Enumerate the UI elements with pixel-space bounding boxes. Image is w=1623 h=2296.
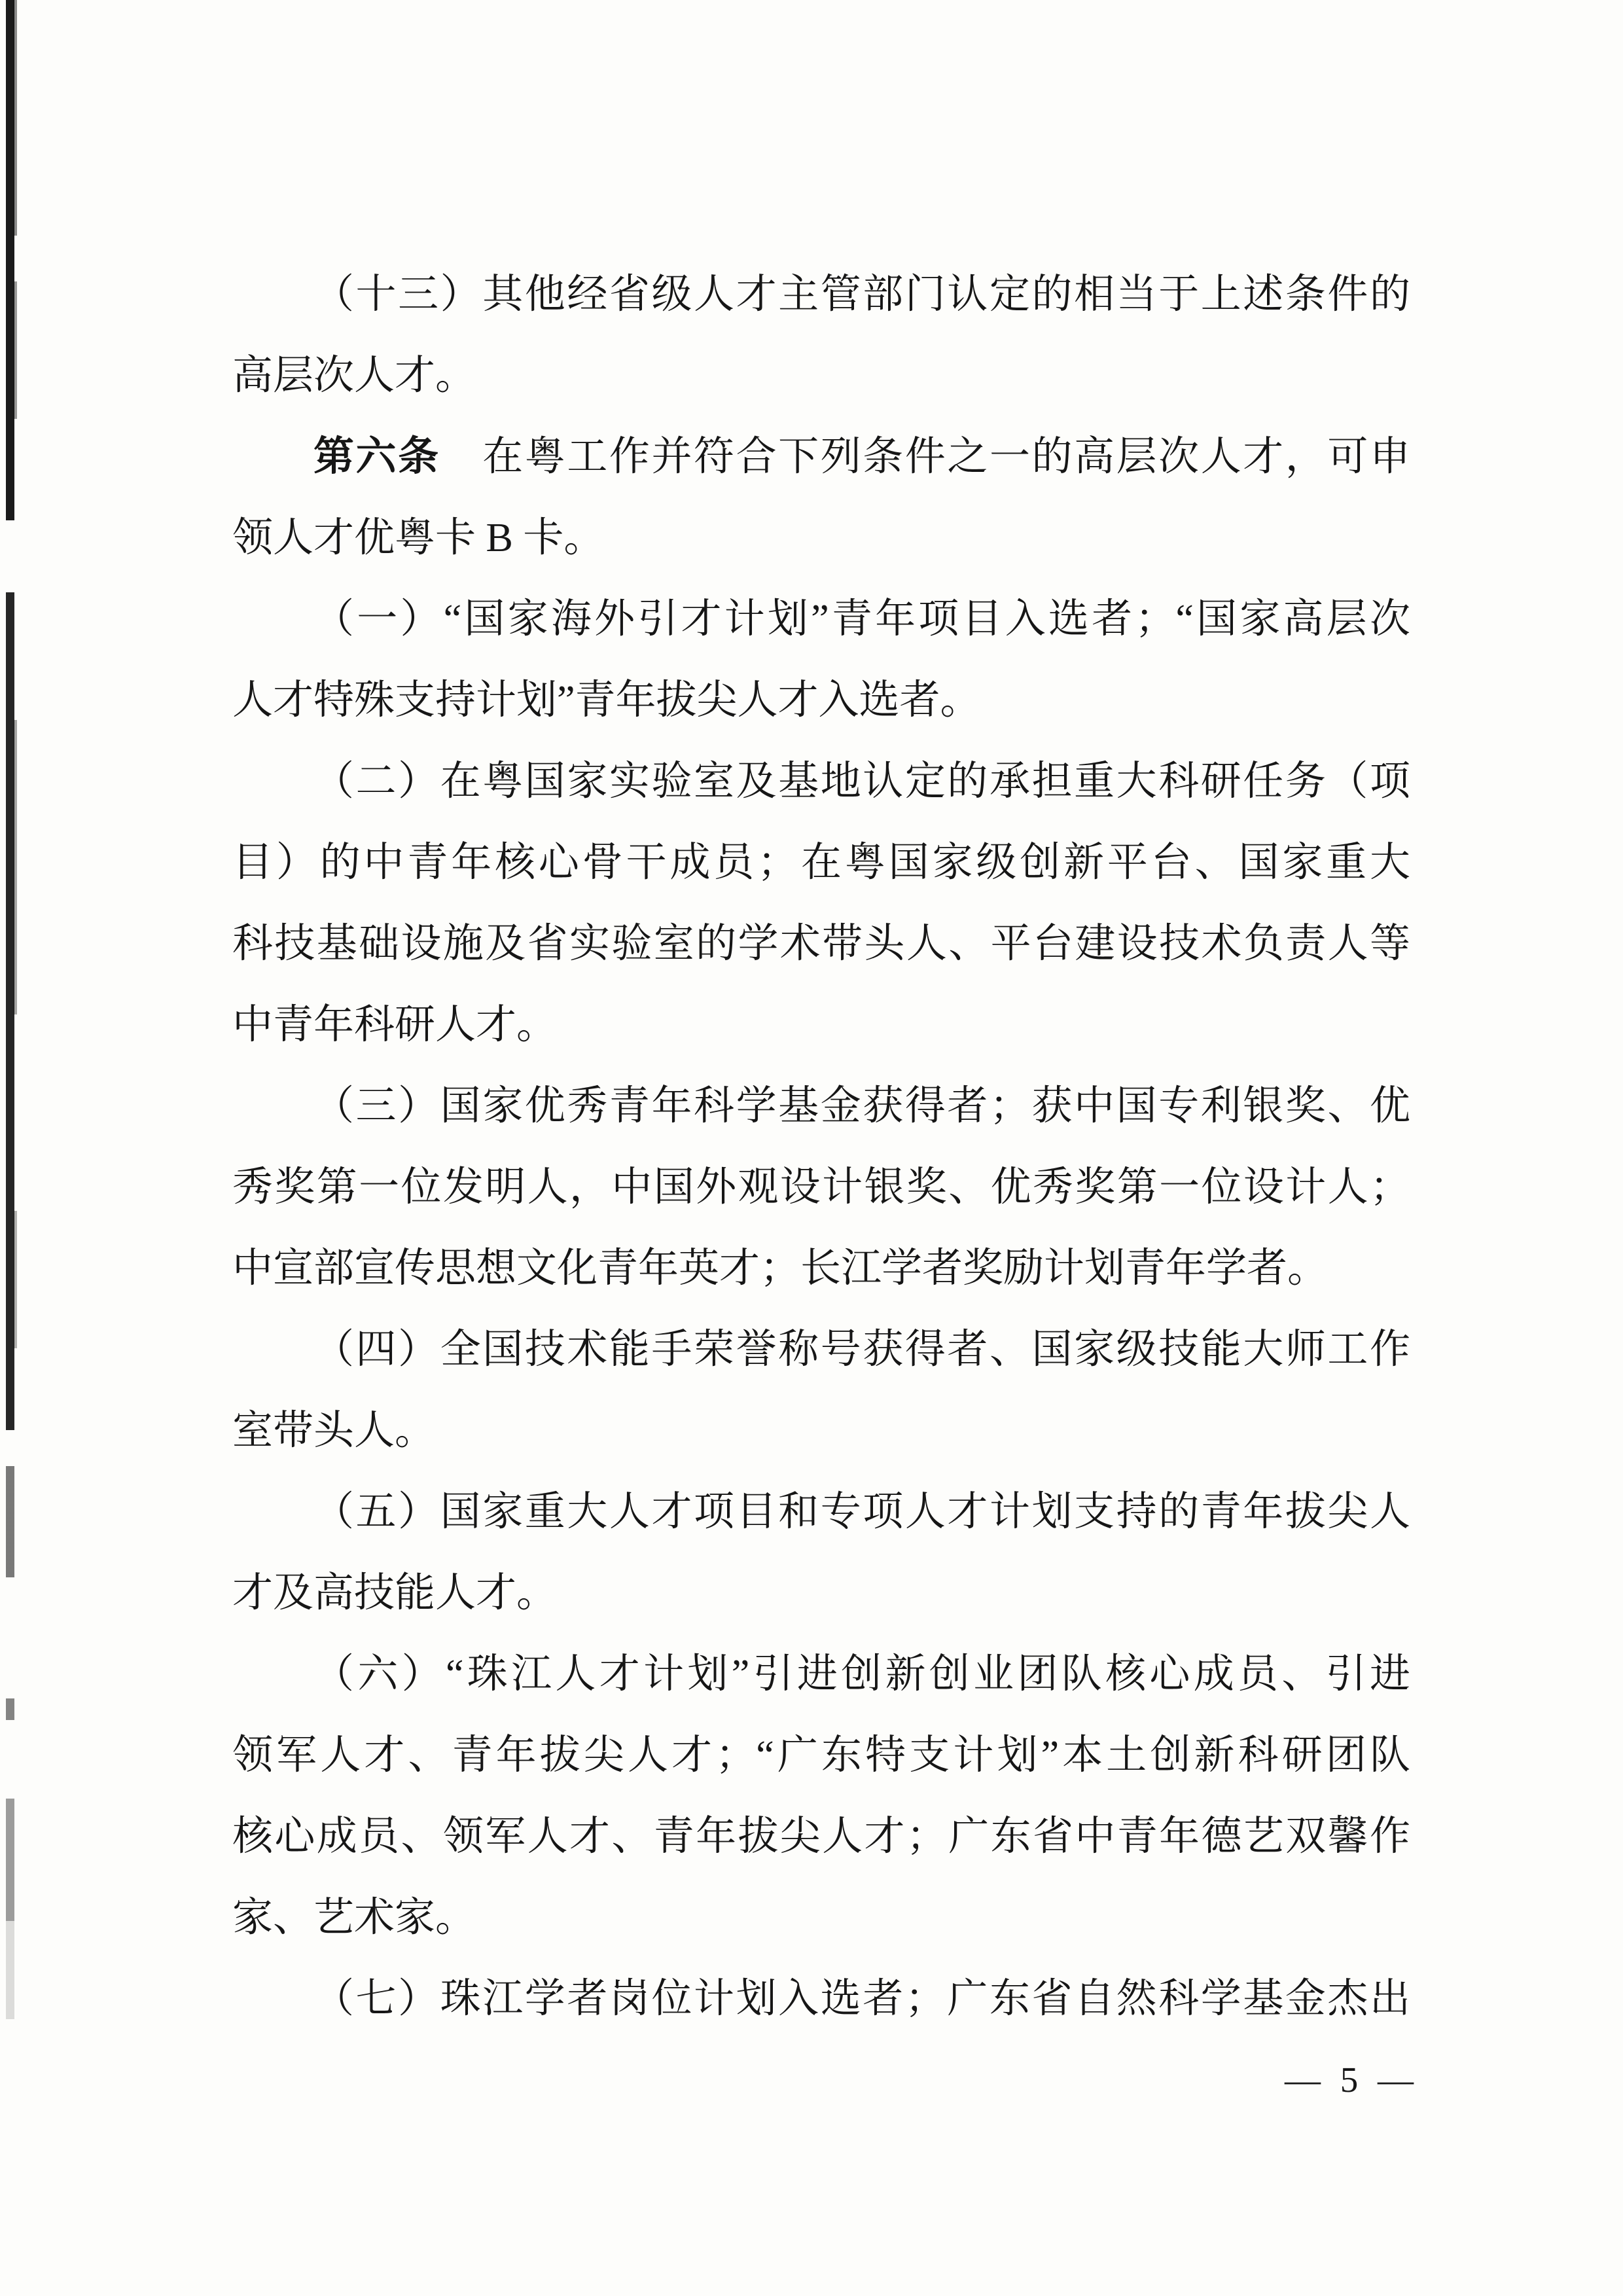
scan-artifact-left-secondary bbox=[14, 0, 17, 2296]
article-text: 在粤工作并符合下列条件之一的高层次人才，可申 bbox=[440, 435, 1410, 479]
text-line: 家、艺术家。 bbox=[232, 1895, 476, 1940]
text-line: （二）在粤国家实验室及基地认定的承担重大科研任务（项 bbox=[313, 759, 1410, 804]
text-line: 目）的中青年核心骨干成员；在粤国家级创新平台、国家重大 bbox=[232, 840, 1410, 885]
text-line: 核心成员、领军人才、青年拔尖人才；广东省中青年德艺双馨作 bbox=[232, 1814, 1410, 1859]
text-line: 领人才优粤卡 B 卡。 bbox=[232, 516, 605, 560]
text-line: 秀奖第一位发明人，中国外观设计银奖、优秀奖第一位设计人； bbox=[232, 1165, 1410, 1210]
text-line: 领军人才、青年拔尖人才；“广东特支计划”本土创新科研团队 bbox=[232, 1733, 1410, 1778]
text-line: （五）国家重大人才项目和专项人才计划支持的青年拔尖人 bbox=[313, 1490, 1410, 1534]
text-line: （七）珠江学者岗位计划入选者；广东省自然科学基金杰出 bbox=[313, 1977, 1410, 2021]
text-line: 中青年科研人才。 bbox=[232, 1003, 558, 1047]
text-line: 才及高技能人才。 bbox=[232, 1571, 558, 1615]
text-line: （一）“国家海外引才计划”青年项目入选者；“国家高层次 bbox=[313, 597, 1410, 641]
page-number: — 5 — bbox=[1285, 2060, 1419, 2100]
article-number: 第六条 bbox=[313, 435, 440, 479]
text-line: 中宣部宣传思想文化青年英才；长江学者奖励计划青年学者。 bbox=[232, 1246, 1329, 1291]
text-line: 室带头人。 bbox=[232, 1408, 436, 1453]
text-line: 科技基础设施及省实验室的学术带头人、平台建设技术负责人等 bbox=[232, 922, 1410, 966]
text-line: 人才特殊支持计划”青年拔尖人才入选者。 bbox=[232, 678, 981, 723]
text-line: （三）国家优秀青年科学基金获得者；获中国专利银奖、优 bbox=[313, 1084, 1410, 1128]
text-line: 高层次人才。 bbox=[232, 353, 476, 398]
text-line: （四）全国技术能手荣誉称号获得者、国家级技能大师工作 bbox=[313, 1327, 1410, 1372]
document-body-text bbox=[232, 254, 1410, 2039]
text-line bbox=[232, 416, 1410, 497]
text-line: （六）“珠江人才计划”引进创新创业团队核心成员、引进 bbox=[313, 1652, 1410, 1696]
text-line: （十三）其他经省级人才主管部门认定的相当于上述条件的 bbox=[313, 272, 1410, 317]
